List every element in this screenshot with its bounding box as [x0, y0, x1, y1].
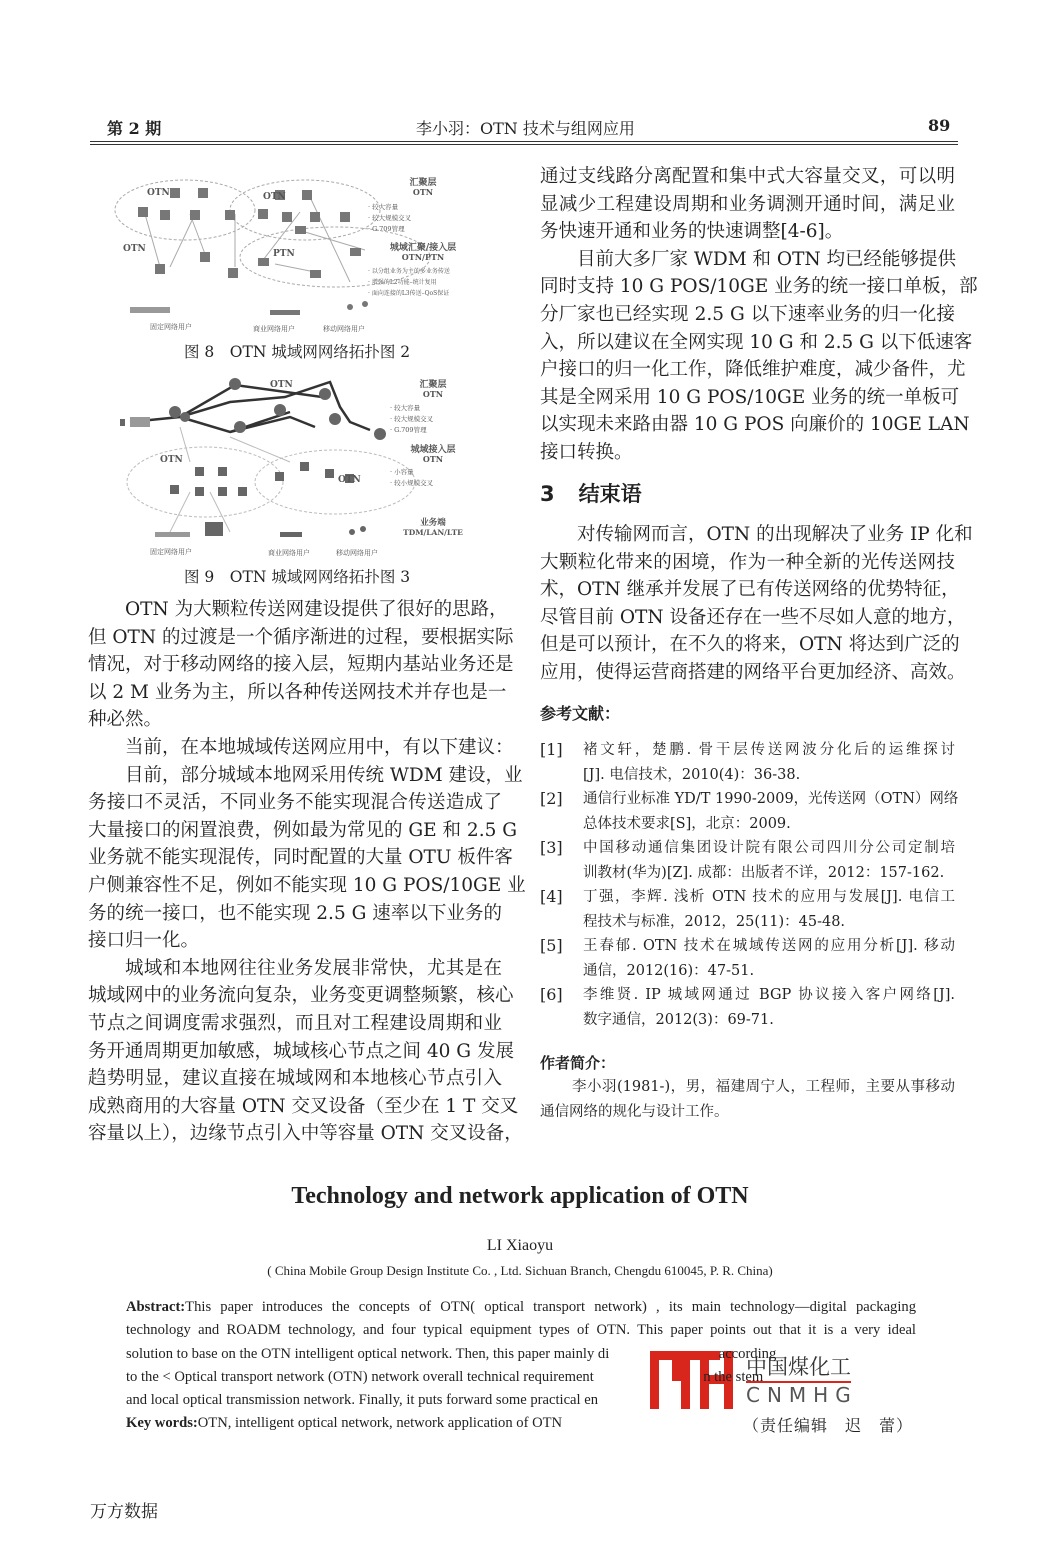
fig9-label: OTN [338, 475, 361, 485]
english-author: LI Xiaoyu [486, 1237, 554, 1254]
fig9-label: 商业网络用户 [268, 549, 310, 557]
paragraph-line: 业务就不能实现混传，同时配置的大量 OTU 板件客 [88, 847, 513, 869]
paragraph-line: 尽管目前 OTN 设备还存在一些不尽如人意的地方， [540, 606, 966, 628]
paragraph-line: 大颗粒化带来的困境，作为一种全新的光传送网技 [540, 551, 955, 573]
paragraph-line: 应用，使得运营商搭建的网络平台更加经济、高效。 [540, 661, 966, 683]
footer-source: 万方数据 [90, 1502, 158, 1522]
reference-number: [5] [540, 936, 563, 955]
reference-number: [1] [540, 740, 563, 759]
fig8-label: OTN/PTN [401, 252, 445, 262]
paragraph-line: 户接口的归一化工作，降低维护难度，减少备件，尤 [540, 359, 966, 381]
paragraph-line: 务接口不灵活，不同业务不能实现混合传送造成了 [88, 792, 502, 814]
paragraph-line: 同时支持 10 G POS/10GE 业务的统一接口单板，部 [540, 276, 978, 298]
reference-line: 数字通信，2012(3)：69-71. [583, 1011, 774, 1028]
watermark-cn: 中国煤化工 [746, 1351, 851, 1383]
fig8-label: 商业网络用户 [253, 325, 295, 333]
running-title: 李小羽：OTN 技术与组网应用 [416, 119, 635, 138]
fig8-label: OTN [263, 192, 286, 202]
reference-item [540, 885, 955, 934]
paragraph-line: 城域和本地网往往业务发展非常快，尤其是在 [125, 957, 502, 979]
author-bio-heading: 作者简介： [540, 1054, 616, 1072]
author-bio-line: 通信网络的规化与设计工作。 [540, 1103, 729, 1120]
paragraph-line: 接口转换。 [540, 441, 633, 463]
paragraph-line: 种必然。 [88, 709, 163, 731]
paragraph-line: 但是可以预计，在不久的将来，OTN 将达到广泛的 [540, 634, 960, 656]
fig8-label: OTN [147, 188, 170, 198]
paragraph-line: 当前，在本地城域传送网应用中，有以下建议： [125, 736, 514, 758]
keywords: OTN, intelligent optical network, network application of OTN [197, 1415, 563, 1432]
reference-text [583, 983, 955, 1032]
section-title: 结束语 [578, 482, 642, 506]
abstract-line: and local optical transmission network. Finally, it puts forward some practical en [126, 1392, 599, 1409]
paragraph-line: 术，OTN 继承并发展了已有传送网络的优势特征， [540, 579, 960, 601]
reference-number: [2] [540, 789, 563, 808]
reference-number: [3] [540, 838, 563, 857]
fig9-label: · G.709管理 [390, 426, 427, 434]
paragraph-line: 入，所以建议在全网实现 10 G 和 2.5 G 以下低速客 [540, 331, 973, 353]
figure-8-diagram [110, 172, 490, 337]
paragraph-line: 通过支线路分离配置和集中式大容量交叉，可以明 [540, 166, 955, 187]
paragraph-line: 情况，对于移动网络的接入层，短期内基站业务还是 [88, 654, 514, 676]
reference-number: [4] [540, 887, 563, 906]
reference-item [540, 787, 959, 836]
english-title: Technology and network application of OTN [291, 1183, 749, 1209]
reference-line: 李维贤. IP 城域网通过 BGP 协议接入客户网络[J]. [583, 987, 955, 1003]
fig9-label: 移动网络用户 [336, 549, 378, 557]
fig8-label: · 较大容量 [368, 203, 399, 211]
paragraph-line: 节点之间调度需求强烈，而且对工程建设周期和业 [88, 1012, 502, 1034]
figure-8-caption: 图 8 OTN 城域网网络拓扑图 2 [184, 343, 411, 361]
abstract-label: Abstract: [126, 1299, 186, 1315]
conclusion-body [540, 521, 973, 687]
reference-text [583, 738, 955, 787]
paragraph-line: 务的统一接口，也不能实现 2.5 G 速率以下业务的 [88, 902, 502, 924]
fig9-label: OTN [270, 380, 293, 390]
reference-text [583, 934, 955, 983]
fig8-label: PTN [273, 249, 295, 259]
references-list [540, 738, 959, 1032]
english-affiliation: ( China Mobile Group Design Institute Co. , Ltd. Sichuan Branch, Chengdu 610045, P. R. China) [267, 1263, 773, 1278]
fig8-label: · 较大规模交叉 [368, 214, 412, 222]
fig9-label: 汇聚层 [419, 380, 447, 390]
paragraph-line: 务快速开通和业务的快速调整[4-6]。 [540, 221, 844, 243]
paragraph-line: 务开通周期更加敏感，城域核心节点之间 40 G 发展 [88, 1040, 514, 1062]
header-rule [90, 141, 958, 142]
paragraph-line: 接口归一化。 [88, 930, 200, 952]
reference-item [540, 934, 955, 983]
reference-line: 通信，2012(16)：47-51. [583, 962, 755, 979]
fig9-label: OTN [422, 389, 444, 399]
figure-9-diagram [110, 372, 490, 560]
paragraph-line: 城域网中的业务流向复杂，业务变更调整频繁，核心 [88, 985, 514, 1007]
paragraph-line: 目前大多厂家 WDM 和 OTN 均已经能够提供 [577, 248, 957, 270]
fig8-label: · 增强的L2功能–统计复用 [368, 279, 437, 286]
fig9-label: · 较大规模交叉 [390, 415, 434, 423]
header-rule [90, 144, 958, 145]
fig9-label: OTN [160, 455, 183, 465]
fig9-label: · 较小规模交叉 [390, 479, 434, 487]
abstract-line: solution to base on the OTN intelligent optical network. Then, this paper mainly di according [126, 1345, 777, 1362]
abstract-text: This paper introduces the concepts of OTN( optical transport network) , its main technology—digital packaging [185, 1299, 916, 1315]
paragraph-line: 显减少工程建设周期和业务调测开通时间，满足业 [540, 193, 955, 215]
reference-line: 褚文轩，楚鹏. 骨干层传送网波分化后的运维探讨 [583, 742, 955, 758]
paragraph-line: OTN 为大颗粒传送网建设提供了很好的思路， [125, 599, 508, 620]
fig9-label: OTN [422, 454, 444, 464]
reference-item [540, 836, 955, 885]
fig9-label: · 较大容量 [390, 404, 421, 412]
paragraph-line: 以实现未来路由器 10 G POS 向廉价的 10GE LAN [540, 414, 970, 436]
fig8-label: OTN [412, 187, 434, 197]
paragraph-line: 但 OTN 的过渡是一个循序渐进的过程，要根据实际 [88, 626, 514, 648]
reference-text [583, 836, 955, 885]
right-column-body [540, 163, 978, 467]
paragraph-line: 趋势明显，建议直接在城域网和本地核心节点引入 [88, 1068, 502, 1090]
paragraph-line: 大量接口的闲置浪费，例如最为常见的 GE 和 2.5 G [88, 819, 518, 841]
abstract-line: to the < Optical transport network (OTN) network overall technical requirement n the stem [126, 1368, 764, 1385]
fig8-label: · G.709管理 [368, 225, 405, 233]
reference-line: 丁强，李辉. 浅析 OTN 技术的应用与发展[J]. 电信工 [583, 889, 955, 905]
fig8-label: 移动网络用户 [323, 325, 365, 333]
fig8-label: 固定网络用户 [150, 323, 192, 331]
author-bio-line: 李小羽(1981-)，男，福建周宁人，工程师，主要从事移动 [572, 1079, 955, 1095]
fig9-label: 城域接入层 [410, 445, 456, 455]
keywords-label: Key words: [126, 1415, 198, 1432]
paragraph-line: 对传输网而言，OTN 的出现解决了业务 IP 化和 [577, 524, 973, 545]
abstract-line: technology and ROADM technology, and four typical equipment types of OTN. This paper points out that it is a very ideal [126, 1322, 916, 1339]
section-heading [540, 478, 642, 508]
author-bio [540, 1075, 955, 1124]
paragraph-line: 分厂家也已经实现 2.5 G 以下速率业务的归一化接 [540, 303, 955, 325]
reference-line: 王春郁. OTN 技术在城域传送网的应用分析[J]. 移动 [583, 938, 955, 954]
paragraph-line: 以 2 M 业务为主，所以各种传送网技术并存也是一 [88, 681, 507, 703]
reference-text [583, 787, 958, 836]
reference-item [540, 738, 955, 787]
reference-line: [J]. 电信技术，2010(4)：36-38. [583, 766, 801, 783]
page-number: 89 [928, 116, 951, 135]
fig8-label: · 以分组业务为主的多业务传送 [368, 268, 450, 275]
reference-line: 程技术与标准，2012，25(11)：45-48. [583, 913, 846, 930]
issue-number: 第 2 期 [107, 119, 162, 138]
references-heading: 参考文献： [540, 704, 621, 723]
fig9-label: · 小容量 [390, 468, 414, 476]
fig9-label: 固定网络用户 [150, 548, 192, 556]
reference-text [583, 885, 955, 934]
fig8-label: OTN [123, 244, 146, 254]
paragraph-line: 其是全网采用 10 G POS/10GE 业务的统一单板可 [540, 386, 960, 408]
paragraph-line: 容量以上），边缘节点引入中等容量 OTN 交叉设备， [88, 1123, 523, 1145]
fig9-label: TDM/LAN/LTE [403, 528, 463, 537]
editor-credit: （责任编辑 迟 蕾） [743, 1416, 914, 1435]
section-number: 3 [540, 482, 555, 506]
reference-line: 总体技术要求[S]，北京：2009. [583, 815, 791, 832]
paragraph-line: 目前，部分城域本地网采用传统 WDM 建设，业 [125, 764, 523, 786]
figure-9-caption: 图 9 OTN 城域网网络拓扑图 3 [184, 568, 411, 586]
reference-line: 通信行业标准 YD/T 1990-2009，光传送网（OTN）网络 [583, 791, 959, 807]
left-column-body [88, 596, 526, 1148]
reference-number: [6] [540, 985, 563, 1004]
paragraph-line: 户侧兼容性不足，例如不能实现 10 G POS/10GE 业 [88, 874, 526, 896]
fig8-label: 城域汇聚/接入层 [389, 243, 457, 253]
paragraph-line: 成熟商用的大容量 OTN 交叉设备（至少在 1 T 交叉 [88, 1095, 519, 1117]
abstract-line [126, 1296, 916, 1319]
reference-line: 中国移动通信集团设计院有限公司四川分公司定制培 [583, 840, 955, 856]
fig8-label: · 面向连接的L3传送–QoS保证 [368, 290, 450, 297]
reference-line: 训教材(华为)[Z]. 成都：出版者不详，2012：157-162. [583, 864, 945, 881]
watermark-en: CNMHG [746, 1383, 858, 1407]
fig8-label: 汇聚层 [409, 178, 437, 188]
reference-item [540, 983, 955, 1032]
fig9-label: 业务端 [420, 518, 446, 528]
